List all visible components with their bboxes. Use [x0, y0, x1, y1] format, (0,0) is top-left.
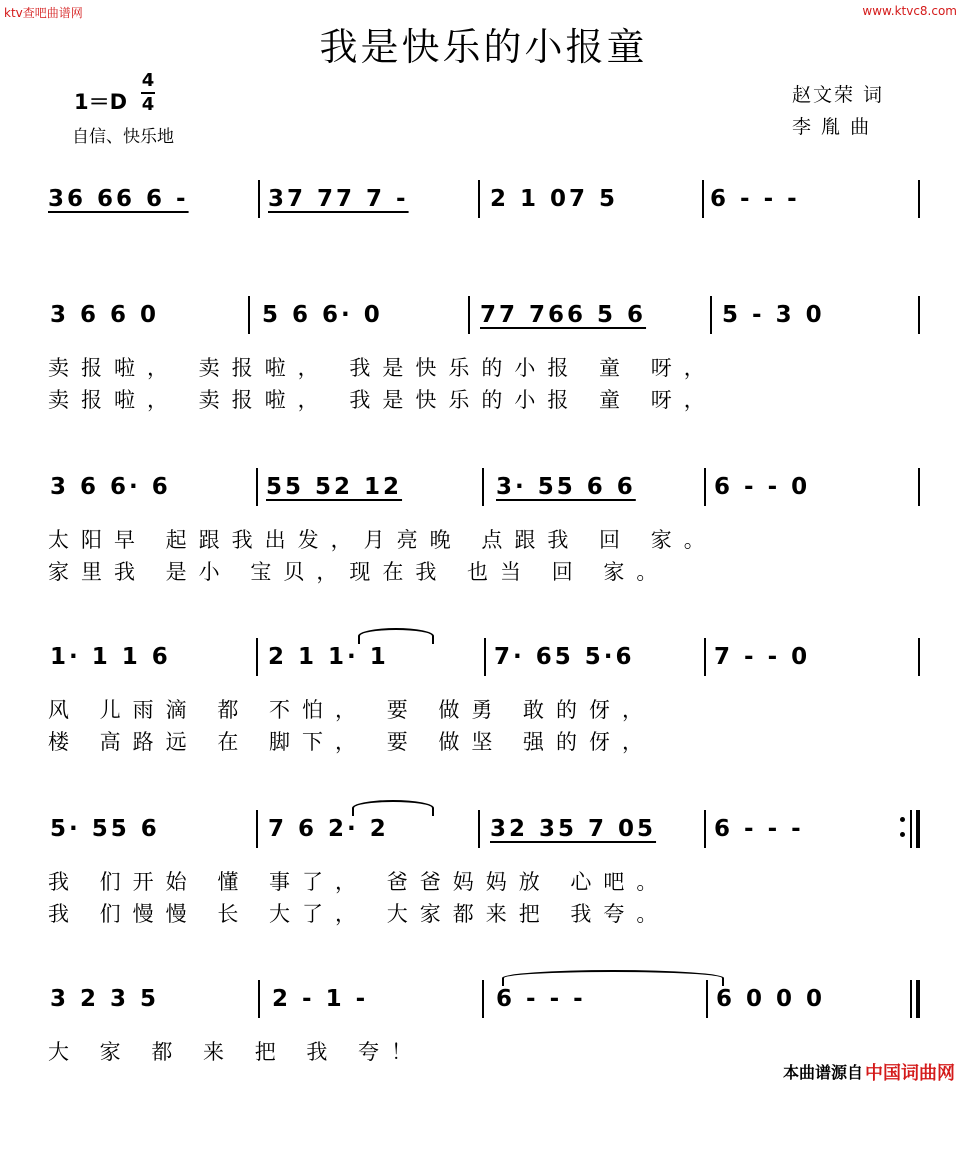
bar-line [918, 468, 920, 506]
bar-line [258, 980, 260, 1018]
lyric-verse-1: 卖报啦， 卖报啦， 我是快乐的小报 童 呀， [48, 356, 717, 380]
bar-line [468, 296, 470, 334]
measure: 2 - 1 - [272, 986, 369, 1012]
measure: 77 766 5 6 [480, 302, 647, 328]
repeat-sign [900, 817, 906, 847]
lyric-verse-2: 家里我 是小 宝贝，现在我 也当 回 家。 [48, 560, 670, 584]
measure: 7· 65 5·6 [494, 644, 635, 670]
lyric-verse-2: 我 们慢慢 长 大了， 大家都来把 我夸。 [48, 902, 670, 926]
bar-line [258, 180, 260, 218]
measure: 37 77 7 - [268, 186, 409, 212]
lyricist-credit: 赵文荣 词 [792, 84, 885, 106]
measure: 6 - - - [714, 816, 804, 842]
tie-arc [502, 970, 724, 986]
bar-line [256, 638, 258, 676]
bar-line [910, 810, 912, 848]
bar-line [710, 296, 712, 334]
lyric-verse-1: 风 儿雨滴 都 不怕， 要 做勇 敢的伢， [48, 698, 656, 722]
bar-line [918, 638, 920, 676]
measure: 7 - - 0 [714, 644, 811, 670]
measure: 2 1 1· 1 [268, 644, 389, 670]
bar-line [256, 810, 258, 848]
composer-credit: 李 胤 曲 [792, 116, 872, 138]
measure: 36 66 6 - [48, 186, 189, 212]
bar-line [702, 180, 704, 218]
site-watermark-right: www.ktvc8.com [862, 4, 957, 18]
measure: 55 52 12 [266, 474, 403, 500]
time-signature-bottom: 4 [141, 94, 155, 115]
song-title: 我是快乐的小报童 [319, 25, 648, 69]
time-signature [140, 70, 156, 116]
tie-arc [352, 800, 434, 816]
bar-line [704, 638, 706, 676]
measure: 5 - 3 0 [722, 302, 825, 328]
bar-line-end [916, 980, 920, 1018]
measure: 7 6 2· 2 [268, 816, 389, 842]
lyric-verse-2: 楼 高路远 在 脚下， 要 做坚 强的伢， [48, 730, 656, 754]
measure: 6 - - - [496, 986, 586, 1012]
measure: 32 35 7 05 [490, 816, 657, 842]
measure: 5· 55 6 [50, 816, 160, 842]
measure: 6 0 0 0 [716, 986, 826, 1012]
measure: 6 - - - [710, 186, 800, 212]
site-watermark-left: ktv查吧曲谱网 [4, 6, 83, 20]
score-row-4 [0, 644, 967, 808]
measure: 3· 55 6 6 [496, 474, 636, 500]
bar-line-end [916, 810, 920, 848]
bar-line [704, 468, 706, 506]
bar-line [704, 810, 706, 848]
lyric-verse-1: 大 家 都 来 把 我 夸！ [48, 1040, 425, 1064]
bar-line [478, 810, 480, 848]
lyric-verse-1: 太阳早 起跟我出发，月亮晚 点跟我 回 家。 [48, 528, 717, 552]
measure: 3 6 6· 6 [50, 474, 171, 500]
measure: 1· 1 1 6 [50, 644, 171, 670]
source-note: 本曲谱源自 [782, 1063, 863, 1082]
measure: 3 6 6 0 [50, 302, 160, 328]
bar-line [482, 980, 484, 1018]
measure: 3 2 3 5 [50, 986, 160, 1012]
measure: 2 1 07 5 [490, 186, 619, 212]
bar-line [256, 468, 258, 506]
score-row-2 [0, 302, 967, 466]
bar-line [484, 638, 486, 676]
measure: 5 6 6· 0 [262, 302, 383, 328]
key-signature: 1＝D [74, 90, 128, 114]
time-signature-top: 4 [141, 70, 155, 91]
bar-line [706, 980, 708, 1018]
lyric-verse-2: 卖报啦， 卖报啦， 我是快乐的小报 童 呀， [48, 388, 717, 412]
bar-line [918, 296, 920, 334]
score-row-3 [0, 474, 967, 638]
tie-arc [358, 628, 434, 644]
bar-line [478, 180, 480, 218]
bar-line [918, 180, 920, 218]
bar-line [910, 980, 912, 1018]
tempo-marking: 自信、快乐地 [72, 127, 174, 147]
bar-line [248, 296, 250, 334]
lyric-verse-1: 我 们开始 懂 事了， 爸爸妈妈放 心吧。 [48, 870, 670, 894]
measure: 6 - - 0 [714, 474, 811, 500]
source-brand: 中国词曲网 [865, 1063, 955, 1084]
score-row-5 [0, 816, 967, 980]
bar-line [482, 468, 484, 506]
